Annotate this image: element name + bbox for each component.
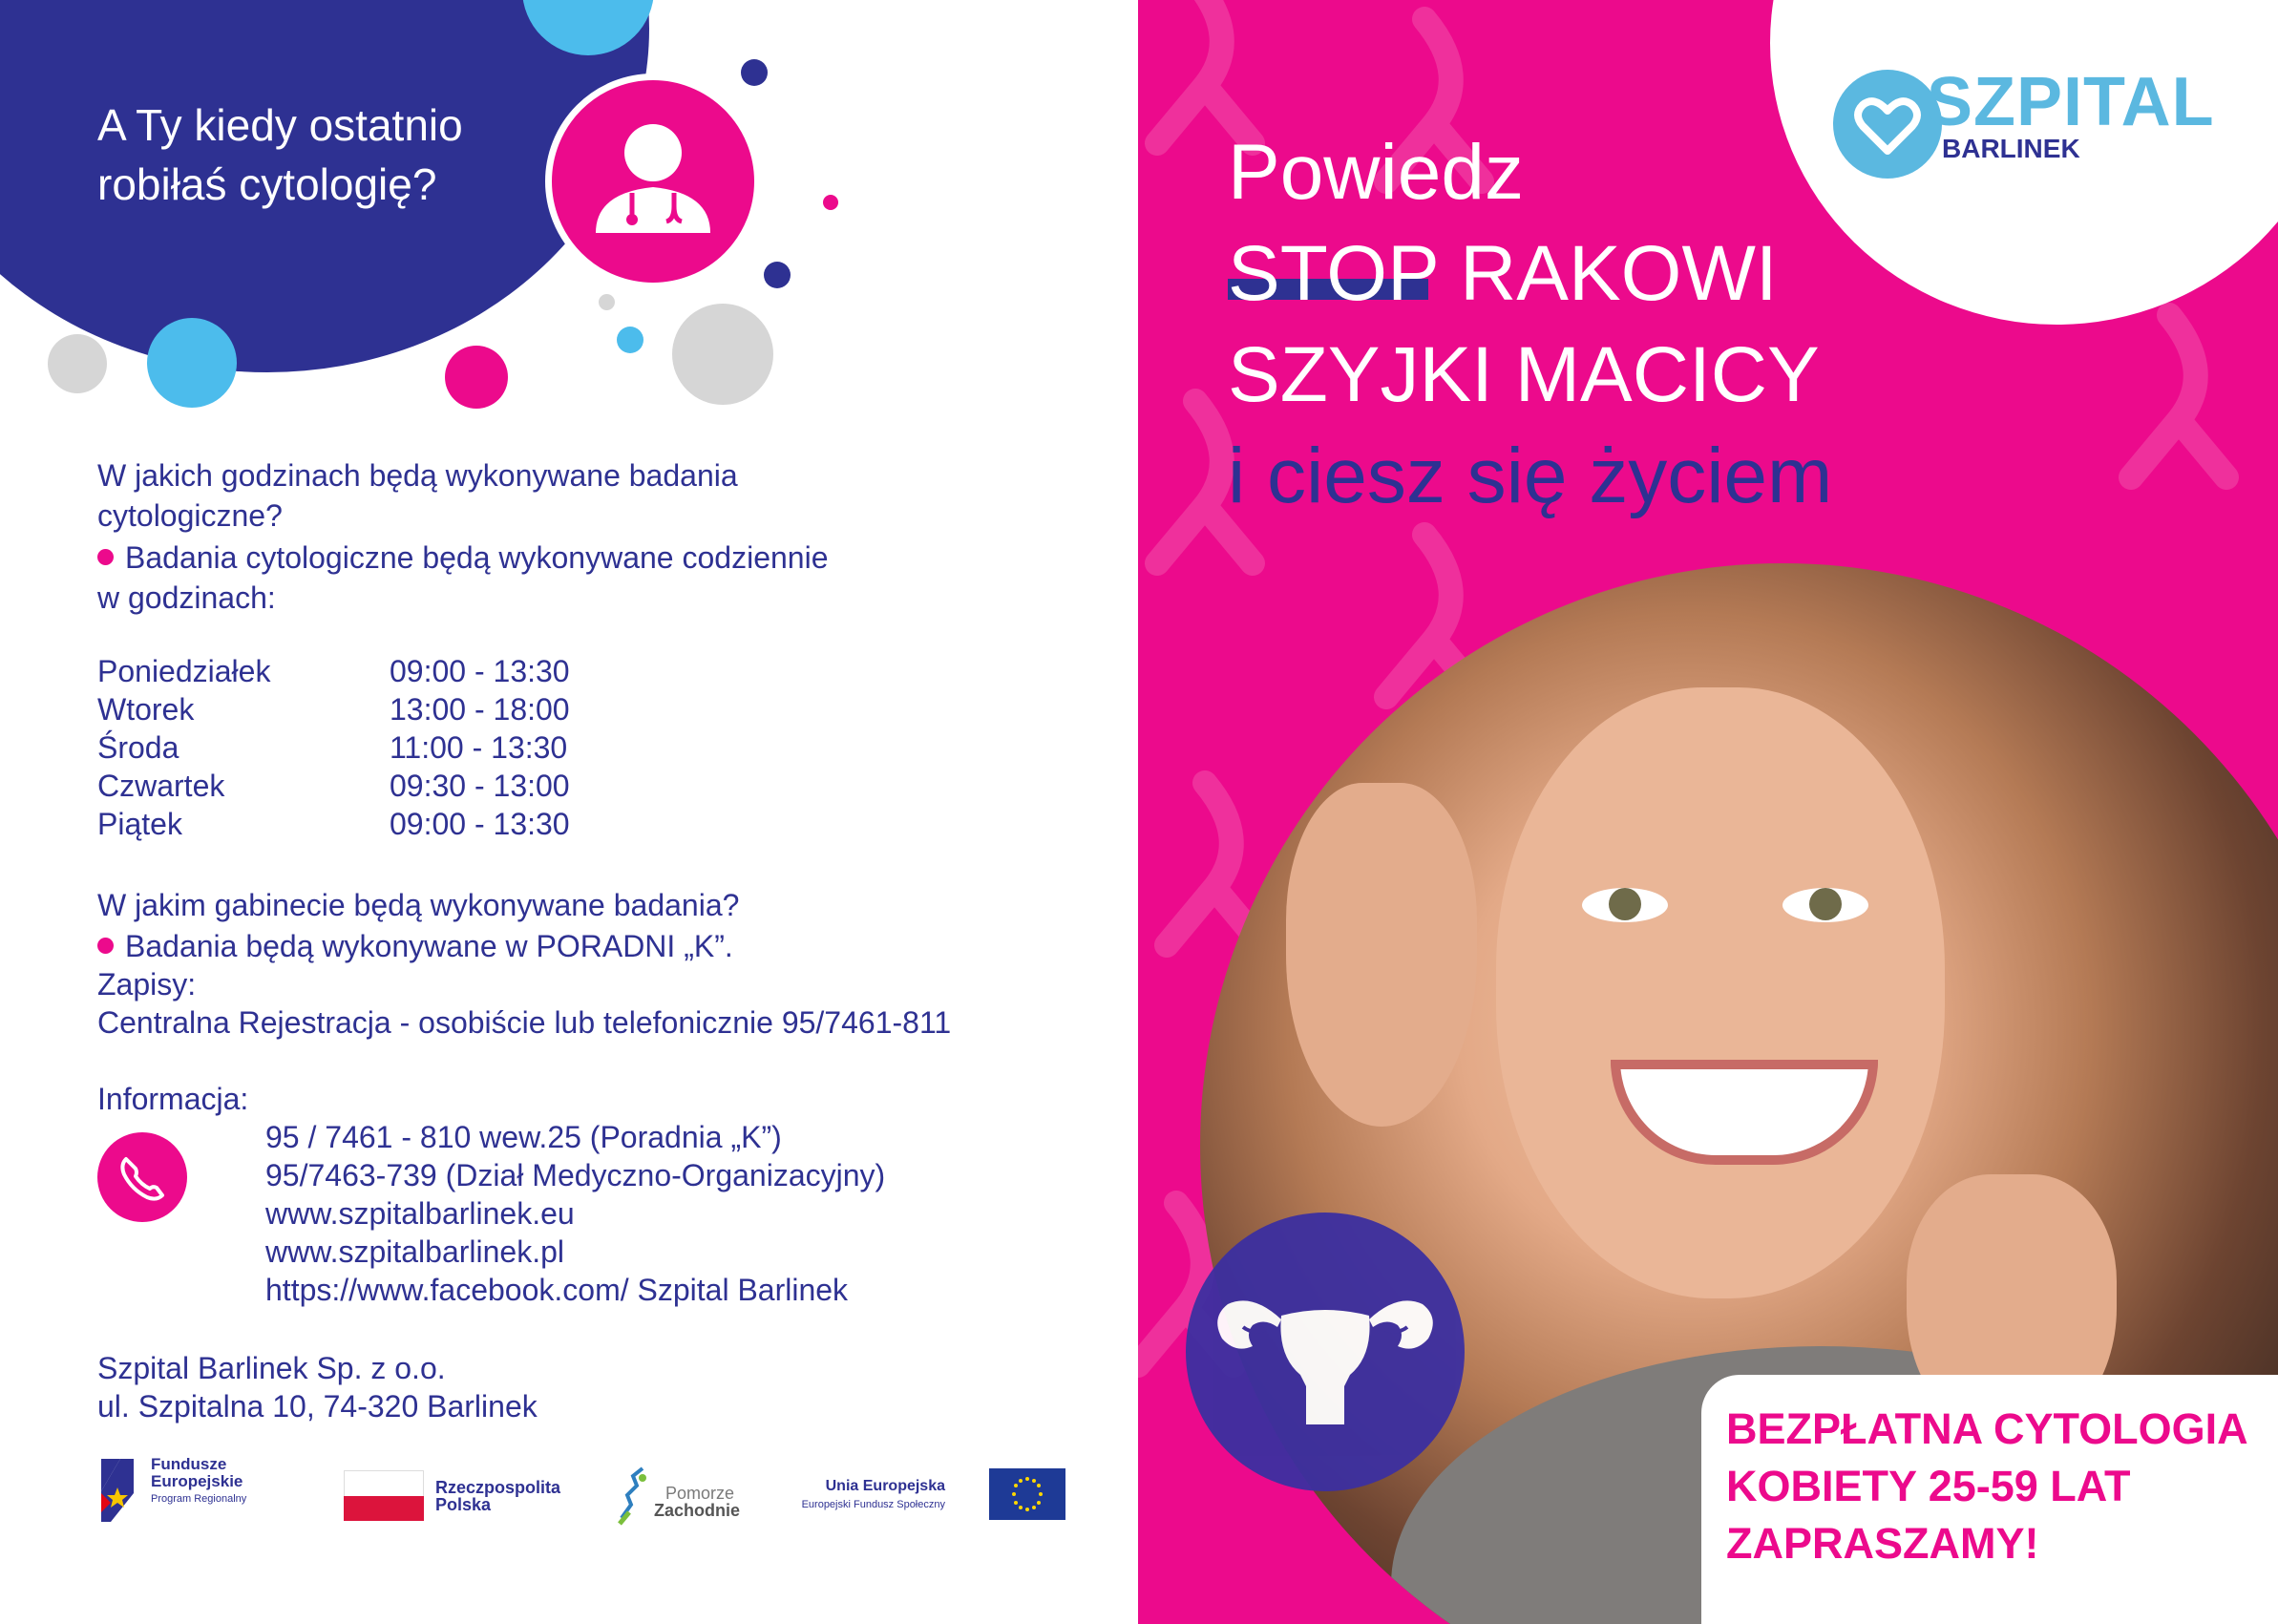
- logo-fundusze: [97, 1451, 288, 1528]
- rp-line2: Polska: [435, 1495, 492, 1514]
- logo-sub: BARLINEK: [1942, 134, 2080, 163]
- contact-lines: [265, 1118, 885, 1309]
- ue-line2: Europejski Fundusz Społeczny: [801, 1499, 945, 1510]
- hours-answer-cont: w godzinach:: [97, 580, 276, 615]
- room-answer: [97, 927, 733, 965]
- iris-left: [1609, 888, 1641, 920]
- schedule-table: [97, 652, 570, 843]
- polish-flag-red: [344, 1496, 424, 1521]
- schedule-hours: 09:00 - 13:30: [390, 807, 570, 841]
- room-question: W jakim gabinecie będą wykonywane badania?: [97, 888, 740, 922]
- schedule-day: Piątek: [97, 807, 182, 841]
- ue-line1: Unia Europejska: [825, 1478, 945, 1494]
- headline-line2: STOP RAKOWI: [1228, 230, 1778, 317]
- gray-circle: [48, 334, 107, 393]
- contact-link-facebook[interactable]: https://www.facebook.com/ Szpital Barlinek: [265, 1273, 849, 1307]
- schedule-day: Poniedziałek: [97, 654, 271, 688]
- registration-label: Zapisy:: [97, 967, 197, 1002]
- hours-answer: [97, 538, 828, 577]
- polish-flag: [344, 1470, 424, 1497]
- pz-line1: Pomorze: [665, 1484, 735, 1503]
- schedule-row: [97, 767, 570, 805]
- promo-line2: KOBIETY 25-59 LAT: [1726, 1462, 2131, 1510]
- phone-icon: [97, 1132, 187, 1222]
- fe-line1: Fundusze: [151, 1455, 227, 1473]
- logo-main: SZPITAL: [1927, 64, 2215, 140]
- promo-line1: BEZPŁATNA CYTOLOGIA: [1726, 1404, 2248, 1453]
- schedule-row: [97, 805, 570, 843]
- promo-line3: ZAPRASZAMY!: [1726, 1519, 2039, 1568]
- schedule-day: Środa: [97, 730, 179, 765]
- uterus-badge: [1186, 1213, 1465, 1491]
- contact-line-phone: 95 / 7461 - 810 wew.25 (Poradnia „K”): [265, 1120, 782, 1154]
- room-answer-text: Badania będą wykonywane w PORADNI „K”.: [125, 929, 733, 963]
- logo-pomorze: [616, 1451, 759, 1528]
- headline-line2-wrap: [1228, 223, 1832, 325]
- schedule-row: [97, 728, 570, 767]
- promo-text: [1726, 1401, 2248, 1572]
- dot: [764, 262, 791, 288]
- doctor-icon: [552, 80, 754, 283]
- schedule-day: Wtorek: [97, 692, 195, 727]
- gray-circle: [672, 304, 773, 405]
- schedule-hours: 13:00 - 18:00: [390, 692, 570, 727]
- hours-answer-text: Badania cytologiczne będą wykonywane codziennie: [125, 540, 829, 575]
- cover-headline: [1228, 122, 1832, 527]
- fe-logo-icon: [97, 1455, 137, 1526]
- info-label: Informacja:: [97, 1082, 249, 1116]
- dot: [599, 294, 615, 310]
- registration-text: Centralna Rejestracja - osobiście lub telefonicznie 95/7461-811: [97, 1005, 952, 1040]
- hours-question-cont: cytologiczne?: [97, 498, 283, 533]
- headline-line3: SZYJKI MACICY: [1228, 331, 1820, 418]
- face: [1496, 687, 1945, 1298]
- hand-left: [1286, 783, 1477, 1127]
- company-address: ul. Szpitalna 10, 74-320 Barlinek: [97, 1389, 538, 1424]
- iris-right: [1809, 888, 1842, 920]
- contact-line-phone-2: 95/7463-739 (Dział Medyczno-Organizacyjny): [265, 1158, 886, 1192]
- light-blue-circle: [147, 318, 237, 408]
- dot: [823, 195, 838, 210]
- headline-line1: Powiedz: [1228, 129, 1524, 216]
- hours-question: W jakich godzinach będą wykonywane badania: [97, 458, 738, 493]
- headline-line4: i ciesz się życiem: [1228, 432, 1833, 519]
- pomorze-logo-icon: [616, 1466, 654, 1526]
- pink-circle: [445, 346, 508, 409]
- logo-rzeczpospolita: [344, 1451, 573, 1528]
- schedule-row: [97, 690, 570, 728]
- schedule-row: [97, 652, 570, 690]
- contact-link-eu[interactable]: www.szpitalbarlinek.eu: [265, 1196, 575, 1231]
- pz-line2: Zachodnie: [654, 1501, 741, 1520]
- schedule-hours: 09:30 - 13:00: [390, 769, 570, 803]
- contact-link-pl[interactable]: www.szpitalbarlinek.pl: [265, 1234, 565, 1269]
- logo-unia: [801, 1451, 1069, 1528]
- bullet-dot: [97, 938, 114, 954]
- dot: [617, 327, 643, 353]
- fe-line3: Program Regionalny: [151, 1493, 247, 1505]
- uterus-icon: [1186, 1213, 1465, 1491]
- doctor-badge: [545, 74, 761, 289]
- fe-line2: Europejskie: [151, 1472, 243, 1490]
- eu-flag-icon: [989, 1468, 1065, 1520]
- phone-badge: [97, 1132, 187, 1222]
- schedule-day: Czwartek: [97, 769, 225, 803]
- bullet-dot: [97, 549, 114, 565]
- rp-line1: Rzeczpospolita: [435, 1478, 561, 1497]
- schedule-hours: 09:00 - 13:30: [390, 654, 570, 688]
- question-headline: A Ty kiedy ostatnio robiłaś cytologię?: [97, 100, 463, 209]
- company-name: Szpital Barlinek Sp. z o.o.: [97, 1351, 446, 1385]
- info-panel: [0, 0, 1138, 1624]
- schedule-hours: 11:00 - 13:30: [390, 730, 568, 765]
